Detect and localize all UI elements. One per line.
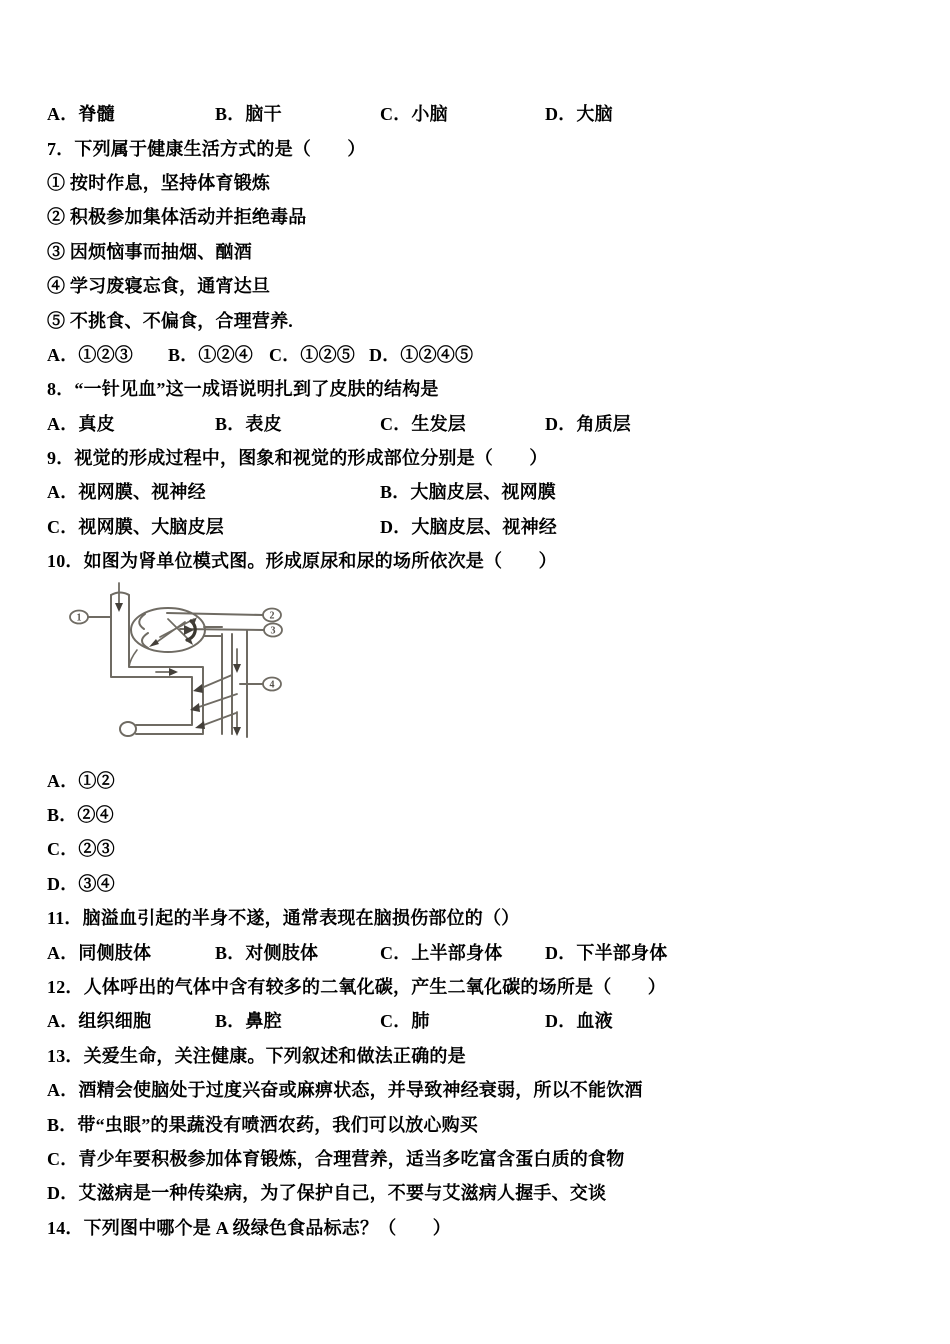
tubule-outer-wall bbox=[111, 595, 192, 725]
q8-option-a: A．真皮 bbox=[47, 413, 115, 434]
figure-label-1: 1 bbox=[76, 612, 82, 624]
q13-option-c: C．青少年要积极参加体育锻炼，合理营养，适当多吃富含蛋白质的食物 bbox=[47, 1148, 625, 1169]
q12-stem: 12．人体呼出的气体中含有较多的二氧化碳，产生二氧化碳的场所是（ ） bbox=[47, 977, 666, 997]
q12-option-b: B．鼻腔 bbox=[215, 1011, 282, 1032]
q8-option-b: B．表皮 bbox=[215, 413, 282, 434]
q6-option-a: A．脊髓 bbox=[47, 104, 115, 125]
q8-stem: 8．“一针见血”这一成语说明扎到了皮肤的结构是 bbox=[47, 379, 439, 400]
q10-option-a: A．①② bbox=[47, 770, 115, 791]
nephron-figure-svg bbox=[40, 577, 310, 762]
tubule-end-bulb bbox=[120, 722, 136, 736]
nephron-figure bbox=[40, 577, 920, 762]
reabsorb-arrow-1-head bbox=[193, 684, 203, 693]
q13-option-d: D．艾滋病是一种传染病，为了保护自己，不要与艾滋病人握手、交谈 bbox=[47, 1183, 607, 1204]
q8-options-row bbox=[47, 406, 920, 440]
q11-option-a: A．同侧肢体 bbox=[47, 942, 152, 963]
q12-option-c: C．肺 bbox=[380, 1011, 430, 1032]
glomerulus-line-2 bbox=[154, 622, 185, 644]
tube-top-rim bbox=[111, 593, 129, 596]
q10-option-c: C．②③ bbox=[47, 839, 115, 860]
q11-option-d: D．下半部身体 bbox=[545, 942, 668, 963]
q9-options-row-2 bbox=[47, 509, 920, 543]
q8-option-c: C．生发层 bbox=[380, 413, 466, 434]
q11-stem: 11．脑溢血引起的半身不遂，通常表现在脑损伤部位的（） bbox=[47, 908, 520, 929]
q14-stem: 14．下列图中哪个是 A 级绿色食品标志？（ ） bbox=[47, 1217, 452, 1238]
q9-options-row-1 bbox=[47, 474, 920, 508]
reabsorb-arrow-3-shaft bbox=[201, 713, 236, 726]
q7-answer-c: C．①②⑤ bbox=[269, 344, 355, 365]
q9-option-d: D．大脑皮层、视神经 bbox=[380, 516, 557, 537]
q9-stem: 9．视觉的形成过程中，图象和视觉的形成部位分别是（ ） bbox=[47, 448, 548, 469]
q13-option-b: B．带“虫眼”的果蔬没有喷洒农药，我们可以放心购买 bbox=[47, 1114, 479, 1135]
q7-item-5: ⑤ 不挑食、不偏食，合理营养. bbox=[47, 310, 293, 331]
inflow-arrow-head bbox=[115, 603, 123, 612]
pointer-line-2 bbox=[167, 613, 263, 615]
q10-option-d: D．③④ bbox=[47, 873, 115, 894]
duct-arrow-1-head bbox=[233, 664, 241, 673]
q7-answer-d: D．①②④⑤ bbox=[369, 344, 474, 365]
q11-option-b: B．对侧肢体 bbox=[215, 942, 319, 963]
q7-answer-b: B．①②④ bbox=[168, 344, 254, 365]
q7-stem: 7．下列属于健康生活方式的是（ ） bbox=[47, 138, 366, 159]
q6-option-b: B．脑干 bbox=[215, 104, 282, 125]
figure-label-4: 4 bbox=[269, 679, 275, 691]
q11-option-c: C．上半部身体 bbox=[380, 942, 503, 963]
q6-option-c: C．小脑 bbox=[380, 104, 448, 125]
duct-arrow-2-head bbox=[233, 727, 241, 736]
capsule-neck bbox=[129, 650, 137, 667]
q7-item-2: ② 积极参加集体活动并拒绝毒品 bbox=[47, 207, 307, 228]
q6-options-row bbox=[47, 96, 920, 130]
q12-options-row bbox=[47, 1003, 920, 1037]
q13-option-a: A．酒精会使脑处于过度兴奋或麻痹状态，并导致神经衰弱，所以不能饮酒 bbox=[47, 1080, 643, 1101]
q9-option-c: C．视网膜、大脑皮层 bbox=[47, 516, 224, 537]
q7-answer-a: A．①②③ bbox=[47, 344, 133, 365]
q7-item-3: ③ 因烦恼事而抽烟、酗酒 bbox=[47, 241, 252, 262]
glomerulus-arrow-head-2 bbox=[149, 639, 159, 647]
q9-option-b: B．大脑皮层、视网膜 bbox=[380, 482, 557, 503]
q7-answers-row bbox=[47, 337, 920, 371]
q9-option-a: A．视网膜、视神经 bbox=[47, 482, 206, 503]
tubule-flow-arrow-head bbox=[169, 668, 178, 676]
q7-item-1: ① 按时作息，坚持体育锻炼 bbox=[47, 172, 271, 193]
q13-stem: 13．关爱生命，关注健康。下列叙述和做法正确的是 bbox=[47, 1045, 466, 1066]
figure-label-3: 3 bbox=[270, 625, 276, 637]
q7-item-4: ④ 学习废寝忘食，通宵达旦 bbox=[47, 276, 271, 297]
q10-option-b: B．②④ bbox=[47, 805, 114, 826]
reabsorb-arrow-3-head bbox=[195, 721, 205, 729]
glomerulus-bold-arrow-head bbox=[184, 625, 194, 635]
q6-option-d: D．大脑 bbox=[545, 104, 613, 125]
q8-option-d: D．角质层 bbox=[545, 413, 631, 434]
q12-option-a: A．组织细胞 bbox=[47, 1011, 152, 1032]
figure-label-2: 2 bbox=[269, 610, 275, 622]
q10-stem: 10．如图为肾单位模式图。形成原尿和尿的场所依次是（ ） bbox=[47, 551, 557, 572]
q12-option-d: D．血液 bbox=[545, 1011, 613, 1032]
q11-options-row bbox=[47, 934, 920, 968]
